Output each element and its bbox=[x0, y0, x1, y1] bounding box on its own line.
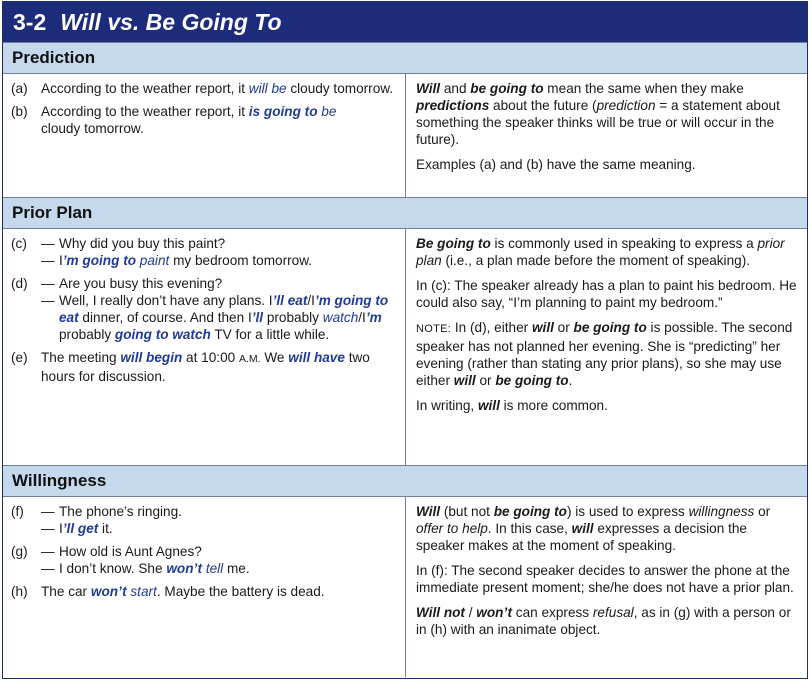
dash: — bbox=[41, 293, 55, 308]
grammar-chart bbox=[2, 1, 808, 679]
dash: — bbox=[41, 521, 55, 536]
text: . In this case, bbox=[487, 521, 572, 536]
text: In (d), either bbox=[451, 320, 532, 335]
text: at 10:00 bbox=[182, 350, 239, 365]
text: and bbox=[440, 81, 471, 96]
explanation-column bbox=[406, 497, 807, 677]
text: my bedroom tomorrow. bbox=[169, 253, 313, 268]
note-label: NOTE: bbox=[416, 323, 452, 335]
dash: — bbox=[41, 504, 55, 519]
text bbox=[59, 252, 397, 269]
text: probably bbox=[59, 327, 115, 342]
keyword: paint bbox=[136, 253, 170, 268]
chart-title: Will vs. Be Going To bbox=[60, 8, 282, 35]
dialogue-line bbox=[41, 292, 397, 343]
text: According to the weather report, it bbox=[41, 104, 249, 119]
example-label: (b) bbox=[11, 104, 28, 119]
section-heading-prediction: Prediction bbox=[3, 42, 807, 74]
bold-term: be going to bbox=[470, 81, 544, 96]
bold-term: Will not bbox=[416, 605, 465, 620]
italic-term: prediction bbox=[596, 98, 656, 113]
bold-term: be going to bbox=[573, 320, 647, 335]
dialogue-line bbox=[41, 560, 397, 577]
example-text bbox=[41, 349, 397, 385]
example-d bbox=[11, 275, 397, 343]
keyword: be bbox=[317, 104, 337, 119]
text: The phone’s ringing. bbox=[59, 504, 182, 519]
section-row-prior-plan bbox=[3, 229, 807, 465]
text: or bbox=[553, 320, 574, 335]
explanation-paragraph bbox=[416, 503, 797, 554]
text: or bbox=[475, 373, 496, 388]
examples-column bbox=[3, 497, 406, 677]
text: two hours for discussion. bbox=[41, 350, 370, 384]
example-label: (h) bbox=[11, 584, 28, 599]
keyword: ’m going to eat bbox=[59, 293, 389, 325]
dash: — bbox=[41, 253, 55, 268]
bold-term: will bbox=[477, 398, 500, 413]
text: According to the weather report, it bbox=[41, 81, 249, 96]
bold-term: will bbox=[453, 373, 476, 388]
bold-term: Will bbox=[416, 504, 441, 519]
text: expresses a decision the speaker makes at the moment of speaking. bbox=[416, 521, 747, 553]
dialogue-line bbox=[41, 252, 397, 269]
text bbox=[59, 520, 397, 537]
text: In writing, bbox=[416, 398, 478, 413]
bold-term: won’t bbox=[476, 605, 513, 620]
section-row-willingness bbox=[3, 497, 807, 677]
example-label: (f) bbox=[11, 504, 24, 519]
dash: — bbox=[41, 544, 55, 559]
explanation-column bbox=[406, 229, 807, 465]
example-label: (g) bbox=[11, 544, 28, 559]
keyword: won’t bbox=[166, 561, 203, 576]
text: I bbox=[59, 521, 63, 536]
example-label: (c) bbox=[11, 236, 27, 251]
example-text bbox=[41, 80, 397, 97]
keyword: watch bbox=[322, 310, 359, 325]
bold-term: Will bbox=[416, 81, 441, 96]
text: ) is used to express bbox=[566, 504, 689, 519]
keyword: tell bbox=[202, 561, 224, 576]
example-label: (a) bbox=[11, 81, 28, 96]
text: /I bbox=[358, 310, 366, 325]
example-h bbox=[11, 583, 397, 600]
text: about the future ( bbox=[489, 98, 597, 113]
dialogue-line bbox=[41, 543, 397, 560]
text: cloudy tomorrow. bbox=[41, 121, 144, 136]
text: /I bbox=[307, 293, 315, 308]
text: me. bbox=[223, 561, 250, 576]
text: (but not bbox=[440, 504, 494, 519]
text: Are you busy this evening? bbox=[59, 276, 223, 291]
keyword: ’ll bbox=[251, 310, 264, 325]
section-heading-willingness: Willingness bbox=[3, 465, 807, 497]
text bbox=[59, 292, 397, 343]
keyword: going to watch bbox=[114, 327, 211, 342]
example-text bbox=[41, 235, 397, 269]
dash: — bbox=[41, 276, 55, 291]
explanation-paragraph bbox=[416, 604, 797, 638]
keyword: will have bbox=[288, 350, 345, 365]
example-a bbox=[11, 80, 397, 97]
explanation-paragraph bbox=[416, 235, 797, 269]
examples-column bbox=[3, 74, 406, 197]
text: or bbox=[754, 504, 771, 519]
explanation-paragraph bbox=[416, 397, 797, 414]
text: is more common. bbox=[499, 398, 608, 413]
example-text bbox=[41, 103, 397, 137]
examples-column bbox=[3, 229, 406, 465]
example-c bbox=[11, 235, 397, 269]
example-label: (d) bbox=[11, 276, 28, 291]
keyword: won’t bbox=[90, 584, 127, 599]
dialogue-line bbox=[41, 235, 397, 252]
text: (i.e., a plan made before the moment of speaking). bbox=[441, 253, 750, 268]
keyword: ’ll get bbox=[62, 521, 99, 536]
example-b bbox=[11, 103, 397, 137]
text: = a statement about something the speaker thinks will be true or will occur in the future). bbox=[416, 98, 780, 147]
example-text bbox=[41, 543, 397, 577]
keyword: ’m going to bbox=[62, 253, 137, 268]
example-text bbox=[41, 583, 397, 600]
example-e bbox=[11, 349, 397, 385]
bold-term: be going to bbox=[493, 504, 567, 519]
keyword: ’m bbox=[365, 310, 382, 325]
text: . Maybe the battery is dead. bbox=[156, 584, 325, 599]
example-g bbox=[11, 543, 397, 577]
text: The car bbox=[41, 584, 91, 599]
dialogue-line bbox=[41, 503, 397, 520]
text: . bbox=[568, 373, 573, 388]
text: cloudy tomorrow. bbox=[286, 81, 394, 96]
text: is commonly used in speaking to express a bbox=[490, 236, 758, 251]
dialogue-line bbox=[41, 275, 397, 292]
text: Why did you buy this paint? bbox=[59, 236, 226, 251]
small-caps: A.M. bbox=[238, 353, 261, 365]
text: We bbox=[260, 350, 289, 365]
text: I bbox=[59, 253, 63, 268]
keyword: will be bbox=[248, 81, 287, 96]
italic-term: prior plan bbox=[416, 236, 785, 268]
explanation-paragraph bbox=[416, 80, 797, 148]
bold-term: Be going to bbox=[416, 236, 491, 251]
dash: — bbox=[41, 236, 55, 251]
italic-term: offer to help bbox=[416, 521, 488, 536]
explanation-paragraph: In (f): The second speaker decides to answer the phone at the immediate present moment; she/he does not have a prior plan. bbox=[416, 563, 794, 595]
keyword: will begin bbox=[120, 350, 183, 365]
bold-term: be going to bbox=[495, 373, 569, 388]
italic-term: refusal bbox=[592, 605, 634, 620]
example-text bbox=[41, 275, 397, 343]
keyword: start bbox=[126, 584, 157, 599]
dash: — bbox=[41, 561, 55, 576]
text: it. bbox=[98, 521, 113, 536]
text: , as in (g) with a person or in (h) with an inanimate object. bbox=[416, 605, 791, 637]
text: How old is Aunt Agnes? bbox=[59, 544, 202, 559]
explanation-paragraph: In (c): The speaker already has a plan to paint his bedroom. He could also say, “I’m planning to paint my bedroom.” bbox=[416, 278, 797, 310]
text: can express bbox=[512, 605, 593, 620]
text: is possible. The second speaker has not planned her evening. She is “predicting” her evening (rather than stating any prior plans), so she may use either bbox=[416, 320, 793, 388]
text: dinner, of course. And then I bbox=[78, 310, 252, 325]
dialogue-line bbox=[41, 520, 397, 537]
example-text bbox=[41, 503, 397, 537]
example-f bbox=[11, 503, 397, 537]
chart-number: 3-2 bbox=[13, 8, 47, 35]
example-label: (e) bbox=[11, 350, 28, 365]
text: Well, I really don’t have any plans. I bbox=[59, 293, 273, 308]
section-row-prediction bbox=[3, 74, 807, 197]
text: The meeting bbox=[41, 350, 121, 365]
keyword: ’ll eat bbox=[272, 293, 308, 308]
explanation-paragraph: Examples (a) and (b) have the same meaning. bbox=[416, 157, 696, 172]
explanation-column bbox=[406, 74, 807, 197]
bold-term: will bbox=[531, 320, 554, 335]
bold-term: predictions bbox=[416, 98, 490, 113]
section-heading-prior-plan: Prior Plan bbox=[3, 197, 807, 229]
bold-term: will bbox=[571, 521, 594, 536]
explanation-paragraph bbox=[416, 319, 797, 389]
text bbox=[59, 560, 397, 577]
text: probably bbox=[263, 310, 323, 325]
chart-title-bar bbox=[3, 2, 807, 42]
text: TV for a little while. bbox=[210, 327, 330, 342]
text: I don’t know. She bbox=[59, 561, 167, 576]
text: / bbox=[464, 605, 477, 620]
text: mean the same when they make bbox=[543, 81, 744, 96]
italic-term: willingness bbox=[688, 504, 755, 519]
keyword: is going to bbox=[248, 104, 318, 119]
